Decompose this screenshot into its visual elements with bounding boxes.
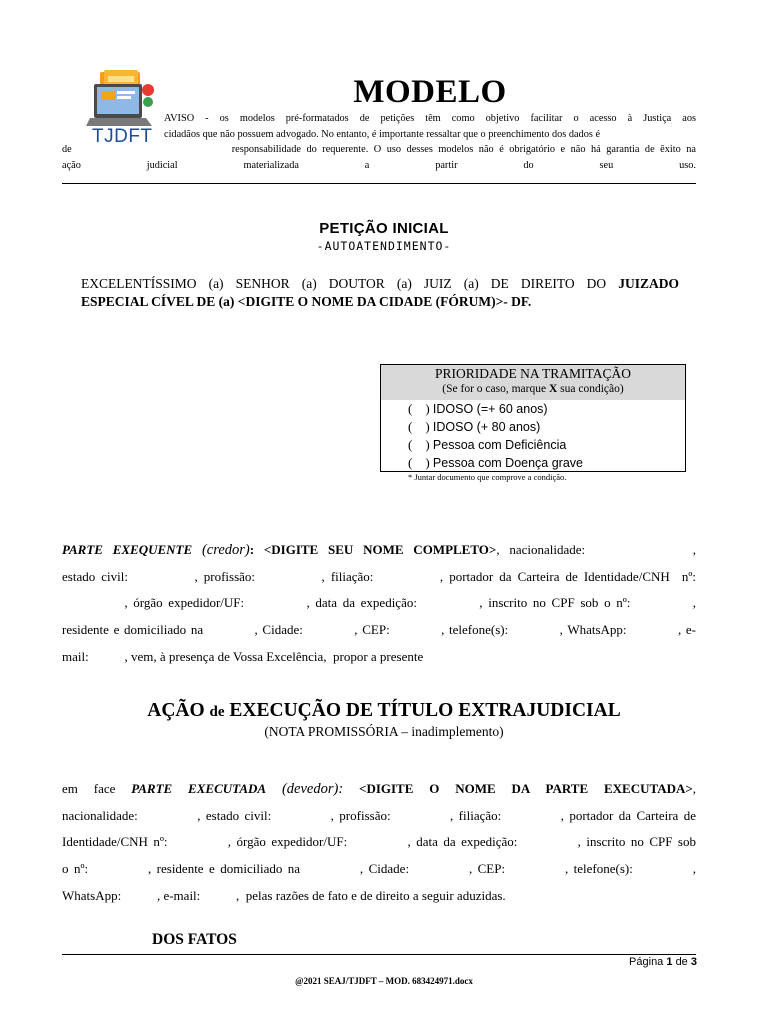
exequente-row: residente e domiciliado na , Cidade: , CEP: , telefone(s): , WhatsApp: , e- — [62, 622, 696, 638]
addressee — [81, 275, 679, 311]
aviso-line: de responsabilidade do requerente. O uso desses modelos não é obrigatório e não há garantia de êxito na — [62, 144, 696, 156]
priority-subtitle-post: sua condição) — [557, 383, 624, 395]
executada-role: (devedor): — [281, 781, 344, 797]
exequente-label: PARTE EXEQUENTE — [62, 542, 193, 557]
exequente-colon: : — [249, 542, 255, 557]
action-title — [0, 700, 768, 722]
priority-subtitle-pre: (Se for o caso, marque — [442, 383, 549, 395]
exequente-row: , órgão expedidor/UF: , data da expedição: , inscrito no CPF sob o nº: , — [62, 595, 696, 611]
priority-option[interactable] — [381, 400, 685, 418]
petition-subtitle: -AUTOATENDIMENTO- — [316, 239, 452, 253]
exequente-row: mail: , vem, à presença de Vossa Excelência, propor a presente — [62, 648, 424, 664]
petition-title: PETIÇÃO INICIAL — [319, 220, 449, 237]
addressee-line-2: ESPECIAL CÍVEL DE (a) <DIGITE O NOME DA CIDADE (FÓRUM)>- DF. — [81, 294, 532, 309]
action-title-a: AÇÃO — [147, 700, 210, 721]
aviso-line: AVISO - os modelos pré-formatados de petições têm como objetivo facilitar o acesso à Justiça aos — [164, 113, 696, 124]
exequente-role: (credor) — [201, 542, 250, 558]
executada-row: o nº: , residente e domiciliado na , Cidade: , CEP: , telefone(s): , — [62, 861, 696, 877]
executada-row — [62, 776, 696, 803]
checkbox-mark[interactable]: ( ) — [408, 437, 430, 452]
aviso-line: ação judicial materializada a partir do seu uso. — [62, 159, 696, 171]
addressee-court: JUIZADO — [618, 276, 679, 291]
aviso-line: cidadãos que não possuem advogado. No entanto, é importante ressaltar que o preenchimento dos dados é — [164, 128, 601, 140]
executada-row: Identidade/CNH nº: , órgão expedidor/UF: , data da expedição: , inscrito no CPF sob — [62, 834, 696, 850]
executada-label: PARTE EXECUTADA — [131, 781, 267, 796]
logo-text: TJDFT — [92, 126, 153, 147]
exequente-text: , nacionalidade: , — [496, 542, 696, 557]
action-title-de: de — [209, 704, 225, 720]
executada-paragraph — [62, 776, 696, 909]
exequente-row — [62, 537, 696, 564]
priority-option[interactable] — [381, 454, 685, 472]
page-of: de — [675, 956, 688, 968]
aviso-notice — [62, 111, 696, 173]
executada-suffix: , — [692, 781, 697, 796]
priority-option-label: Pessoa com Deficiência — [432, 438, 567, 452]
page-word: Página — [629, 956, 664, 968]
priority-title: PRIORIDADE NA TRAMITAÇÃO — [435, 366, 631, 381]
priority-option[interactable] — [381, 436, 685, 454]
exequente-paragraph — [62, 537, 696, 670]
page-indicator — [629, 956, 697, 968]
priority-option-label: Pessoa com Doença grave — [432, 456, 584, 470]
priority-option-label: IDOSO (+ 80 anos) — [432, 420, 541, 434]
exequente-name-field[interactable]: <DIGITE SEU NOME COMPLETO> — [263, 542, 497, 557]
priority-subtitle-x: X — [548, 383, 558, 395]
page-current: 1 — [666, 956, 673, 968]
priority-option[interactable] — [381, 418, 685, 436]
executada-row: WhatsApp: , e-mail: , pelas razões de fato e de direito a seguir aduzidas. — [62, 887, 506, 903]
executada-prefix: em face — [62, 781, 132, 796]
action-subtitle: (NOTA PROMISSÓRIA – inadimplemento) — [264, 724, 504, 739]
checkbox-mark[interactable]: ( ) — [408, 419, 430, 434]
addressee-text: EXCELENTÍSSIMO (a) SENHOR (a) DOUTOR (a) JUIZ (a) DE DIREITO DO — [81, 276, 619, 291]
footer-divider — [62, 954, 696, 955]
priority-option-label: IDOSO (=+ 60 anos) — [432, 402, 548, 416]
priority-box — [380, 364, 686, 472]
copyright: @2021 SEAJ/TJDFT – MOD. 683424971.docx — [295, 976, 473, 986]
priority-header — [381, 365, 685, 400]
page-total: 3 — [690, 956, 697, 968]
checkbox-mark[interactable]: ( ) — [408, 455, 430, 470]
executada-row: nacionalidade: , estado civil: , profissão: , filiação: , portador da Carteira de — [62, 807, 696, 823]
section-title: DOS FATOS — [152, 931, 237, 948]
addressee-line-1 — [81, 275, 679, 293]
checkbox-mark[interactable]: ( ) — [408, 401, 430, 416]
priority-note: * Juntar documento que comprove a condição. — [408, 472, 567, 482]
exequente-row: estado civil: , profissão: , filiação: , portador da Carteira de Identidade/CNH nº: — [62, 568, 696, 584]
priority-subtitle — [381, 382, 685, 397]
page-title: MODELO — [353, 74, 507, 110]
action-title-b: EXECUÇÃO DE TÍTULO EXTRAJUDICIAL — [224, 700, 621, 721]
header-divider — [62, 183, 696, 184]
executada-name-field[interactable]: <DIGITE O NOME DA PARTE EXECUTADA> — [359, 781, 693, 796]
